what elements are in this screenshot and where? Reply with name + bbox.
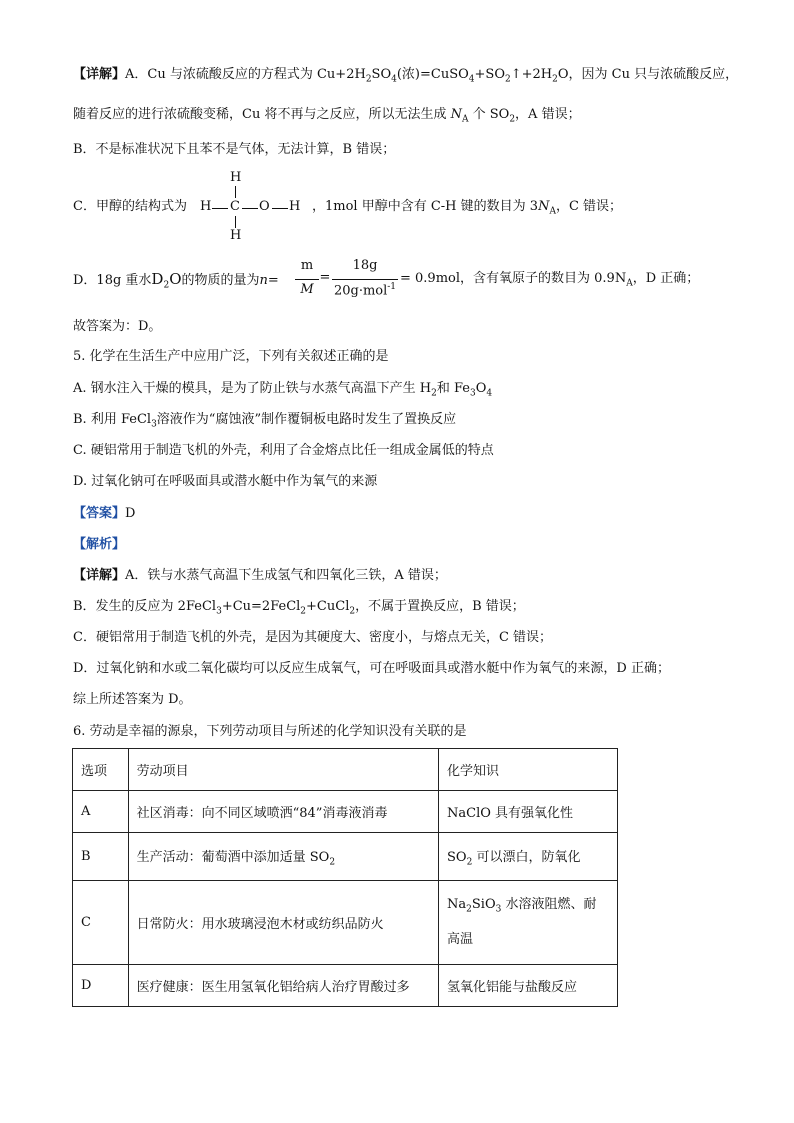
question-6-stem: 6. 劳动是幸福的源泉，下列劳动项目与所述的化学知识没有关联的是: [73, 724, 467, 739]
fraction-denominator: 20g·mol$^{-1}$: [333, 282, 397, 299]
question-6-table: [72, 748, 618, 1007]
q5-explain-c: C．硬铝常用于制造飞机的外壳，是因为其硬度大、密度小，与熔点无关，C 错误；: [73, 630, 553, 645]
explanation-line-c-tail: ，1mol 甲醇中含有 C-H 键的数目为 $3N_A$，C 错误；: [312, 199, 623, 217]
answer-tag: 【答案】: [73, 506, 126, 521]
header-knowledge: 化学知识: [439, 749, 618, 791]
atom-c: C: [230, 199, 240, 214]
table-row: C 日常防火：用水玻璃浸泡木材或纺织品防火 $Na_2SiO_3$ 水溶液阻燃、耐 高温: [73, 881, 618, 965]
q5-summary: 综上所述答案为 D。: [73, 692, 192, 707]
header-task: 劳动项目: [128, 749, 438, 791]
answer-summary-4: 故答案为：D。: [73, 319, 162, 334]
equals-sign: =: [319, 270, 331, 285]
q5-explain-d: D．过氧化钠和水或二氧化碳均可以反应生成氧气，可在呼吸面具或潜水艇中作为氧气的来源，D 正确；: [73, 661, 670, 676]
q5-option-c: C. 硬铝常用于制造飞机的外壳，利用了合金熔点比任一组成金属低的特点: [73, 443, 494, 458]
explanation-line-b: B．不是标准状况下且苯不是气体，无法计算，B 错误；: [73, 142, 396, 157]
q5-option-b: B. 利用 FeCl$_3$溶液作为“腐蚀液”制作覆铜板电路时发生了置换反应: [73, 412, 457, 430]
fraction-m: m: [300, 258, 314, 273]
q5-explain-a: 【详解】A．铁与水蒸气高温下生成氢气和四氧化三铁，A 错误；: [73, 568, 447, 583]
q5-answer: 【答案】D: [73, 506, 136, 521]
table-row: D 医疗健康：医生用氢氧化铝给病人治疗胃酸过多 氢氧化铝能与盐酸反应: [73, 965, 618, 1007]
table-header-row: [73, 749, 618, 791]
explanation-line-2: 随着反应的进行浓硫酸变稀，Cu 将不再与之反应，所以无法生成 $N_A$ 个 $SO_2$，A 错误；: [73, 107, 581, 125]
atom-h-right: H: [289, 199, 301, 214]
fraction-numerator: 18g: [352, 258, 378, 273]
q5-explain-b: B．发生的反应为 2FeCl$_3$+Cu=2FeCl$_2$+CuCl$_2$，不属于置换反应，B 错误；: [73, 599, 525, 617]
explanation-line-d: D．18g 重水$D_2O$的物质的量为n=: [73, 270, 279, 291]
fraction-M: M: [300, 282, 314, 297]
header-option: 选项: [73, 749, 129, 791]
atom-h-left: H: [200, 199, 212, 214]
atom-h-top: H: [230, 170, 242, 185]
q5-analysis-tag: 【解析】: [73, 537, 126, 552]
explanation-line-d-tail: = 0.9mol，含有氧原子的数目为 $0.9N_A$，D 正确；: [400, 271, 700, 289]
atom-h-bottom: H: [230, 228, 242, 243]
table-row: B 生产活动：葡萄酒中添加适量 $SO_2$ $SO_2$ 可以漂白，防氧化: [73, 833, 618, 881]
question-5-stem: 5. 化学在生活生产中应用广泛，下列有关叙述正确的是: [73, 349, 389, 364]
q5-option-a: A. 钢水注入干燥的模具，是为了防止铁与水蒸气高温下产生 $H_2$和 $Fe_3O_4$: [73, 381, 493, 399]
explanation-line-c: C．甲醇的结构式为: [73, 199, 187, 214]
detail-tag: 【详解】: [73, 67, 126, 82]
table-row: A 社区消毒：向不同区域喷洒“84”消毒液消毒 NaClO 具有强氧化性: [73, 791, 618, 833]
q5-option-d: D. 过氧化钠可在呼吸面具或潜水艇中作为氧气的来源: [73, 474, 378, 489]
atom-o: O: [259, 199, 270, 214]
explanation-line-1: 【详解】A．Cu 与浓硫酸反应的方程式为 $Cu+2H_2SO_4$(浓)$=CuSO_4+SO_2↑+2H_2O$，因为 Cu 只与浓硫酸反应，: [73, 67, 739, 85]
methanol-structural-formula: [200, 170, 310, 248]
